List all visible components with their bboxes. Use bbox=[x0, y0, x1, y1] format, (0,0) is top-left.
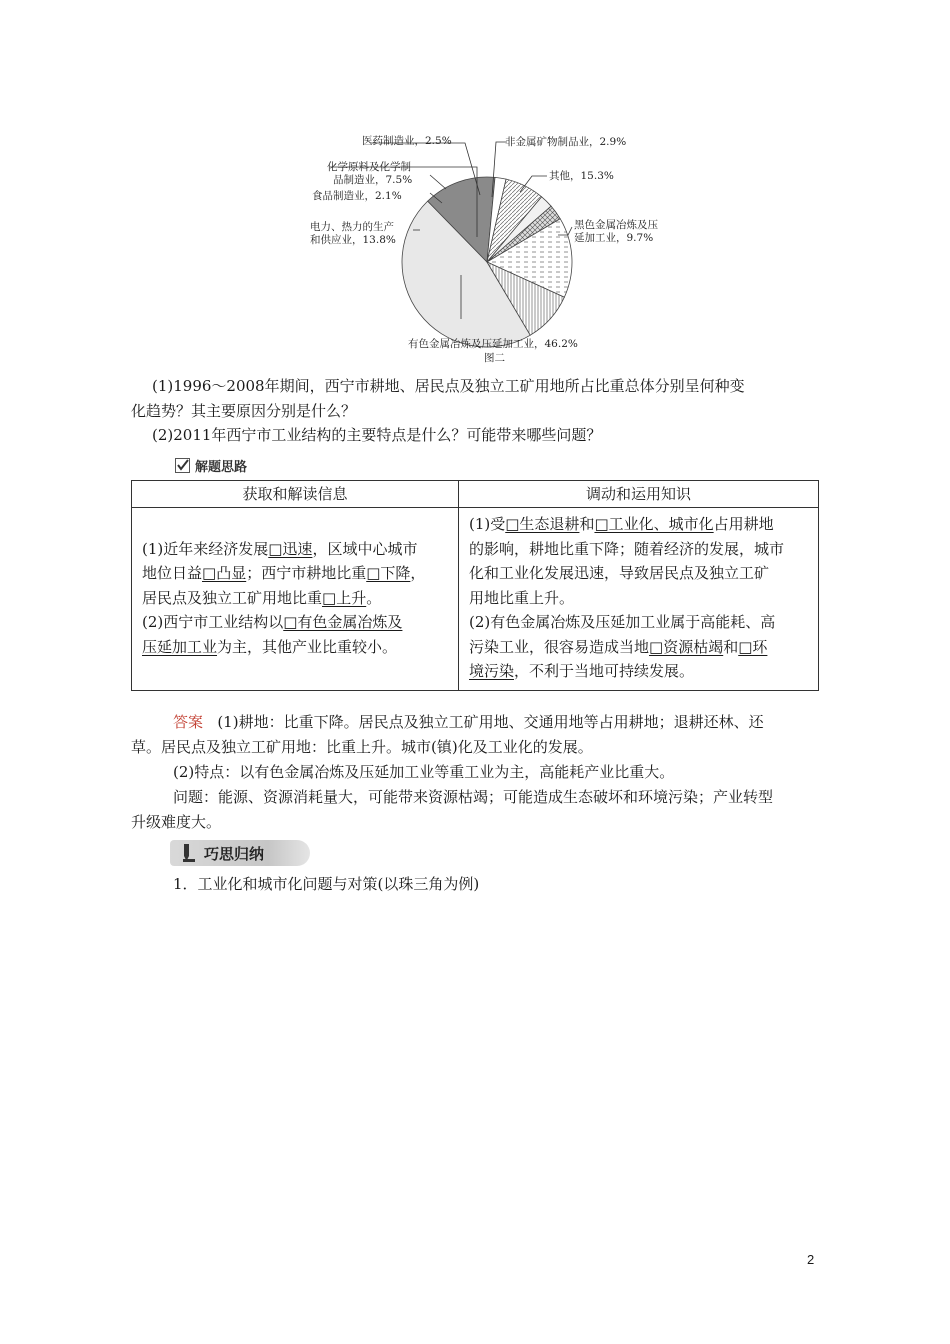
label-food: 食品制造业，2.1% bbox=[312, 190, 402, 202]
cell-text: 用地比重上升。 bbox=[469, 588, 575, 607]
label-pharma: 医药制造业，2.5% bbox=[362, 135, 452, 147]
blank-answer: □凸显 bbox=[202, 564, 247, 582]
answer-line-1 bbox=[173, 710, 821, 735]
cell-text: 污染工业，很容易造成当地 bbox=[469, 637, 650, 656]
cell-text: (1)近年来经济发展 bbox=[142, 539, 269, 558]
blank-answer: □上升 bbox=[322, 588, 367, 607]
cell-text: ，不利于当地可持续发展。 bbox=[514, 662, 695, 680]
question-2: (2)2011年西宁市工业结构的主要特点是什么？可能带来哪些问题？ bbox=[152, 426, 602, 444]
label-power-1: 电力、热力的生产 bbox=[310, 221, 394, 233]
label-ferrous-1: 黑色金属冶炼及压 bbox=[574, 219, 658, 231]
label-ferrous-2: 延加工业，9.7% bbox=[574, 232, 654, 244]
answer-line-2: 草。居民点及独立工矿用地：比重上升。城市(镇)化及工业化的发展。 bbox=[131, 738, 593, 756]
cell-text: (2)西宁市工业结构以 bbox=[142, 613, 284, 631]
blank-answer: □下降 bbox=[366, 564, 411, 582]
cell-text: 为主，其他产业比重较小。 bbox=[217, 637, 398, 656]
answer-3-line-1: 问题：能源、资源消耗量大，可能带来资源枯竭；可能造成生态破坏和环境污染；产业转型 bbox=[173, 788, 774, 806]
blank-answer: □生态退耕 bbox=[505, 515, 580, 533]
blank-answer: □环 bbox=[738, 637, 768, 656]
pie-chart bbox=[300, 125, 660, 375]
answer-label: 答案 bbox=[173, 713, 204, 731]
analysis-table bbox=[131, 480, 819, 691]
label-nonmetal: 非金属矿物制品业，2.9% bbox=[505, 136, 627, 148]
cell-text: 和 bbox=[579, 515, 595, 533]
label-nonferrous: 有色金属冶炼及压延加工业，46.2% bbox=[408, 338, 578, 350]
table-cell-knowledge bbox=[459, 508, 819, 691]
cell-text: 和 bbox=[723, 637, 739, 656]
question-1-line-2: 化趋势？其主要原因分别是什么？ bbox=[131, 402, 357, 420]
answer-2: (2)特点：以有色金属冶炼及压延加工业等重工业为主，高能耗产业比重大。 bbox=[173, 763, 675, 781]
cell-text: 居民点及独立工矿用地比重 bbox=[142, 588, 323, 607]
question-1-line-1: (1)1996～2008年期间，西宁市耕地、居民点及独立工矿用地所占比重总体分别呈何种变 bbox=[152, 377, 745, 395]
table-header-info: 获取和解读信息 bbox=[132, 481, 459, 508]
blank-answer: □工业化、城市化 bbox=[594, 515, 714, 533]
table-cell-info bbox=[132, 508, 459, 691]
answer-3-line-2: 升级难度大。 bbox=[131, 813, 222, 831]
section-header bbox=[175, 456, 247, 475]
blank-answer: □迅速 bbox=[268, 539, 313, 558]
cell-text: 的影响，耕地比重下降；随着经济的发展，城市 bbox=[469, 539, 785, 558]
cell-text: ， bbox=[410, 564, 426, 582]
blank-answer: □资源枯竭 bbox=[649, 637, 724, 656]
section-header-label: 解题思路 bbox=[195, 460, 248, 475]
cell-text: 地位日益 bbox=[142, 564, 203, 582]
blank-answer: 压延加工业 bbox=[142, 637, 218, 656]
label-chem-2: 品制造业，7.5% bbox=[333, 174, 413, 186]
cell-text: (2)有色金属冶炼及压延加工业属于高能耗、高 bbox=[469, 613, 776, 631]
checkmark-icon bbox=[175, 458, 190, 473]
cell-text: ，区域中心城市 bbox=[312, 539, 418, 558]
cell-text: (1)受 bbox=[469, 515, 506, 533]
table-header-knowledge: 调动和运用知识 bbox=[459, 481, 819, 508]
chart-caption: 图二 bbox=[484, 352, 505, 364]
summary-banner-label: 巧思归纳 bbox=[204, 845, 265, 863]
cell-text: 。 bbox=[366, 588, 382, 607]
label-chem-1: 化学原料及化学制 bbox=[327, 161, 411, 173]
summary-banner bbox=[170, 840, 310, 866]
label-power-2: 和供应业，13.8% bbox=[310, 234, 396, 246]
cell-text: 占用耕地 bbox=[713, 515, 774, 533]
answer-text: (1)耕地：比重下降。居民点及独立工矿用地、交通用地等占用耕地；退耕还林、还 bbox=[217, 713, 764, 731]
label-other: 其他，15.3% bbox=[549, 170, 614, 182]
cell-text: 化和工业化发展迅速，导致居民点及独立工矿 bbox=[469, 564, 770, 582]
blank-answer: □有色金属冶炼及 bbox=[283, 613, 403, 631]
page-number: 2 bbox=[807, 1252, 815, 1267]
cell-text: ；西宁市耕地比重 bbox=[246, 564, 367, 582]
item-1: 1．工业化和城市化问题与对策(以珠三角为例) bbox=[173, 875, 480, 893]
pen-icon bbox=[178, 842, 200, 864]
blank-answer: 境污染 bbox=[469, 662, 515, 680]
